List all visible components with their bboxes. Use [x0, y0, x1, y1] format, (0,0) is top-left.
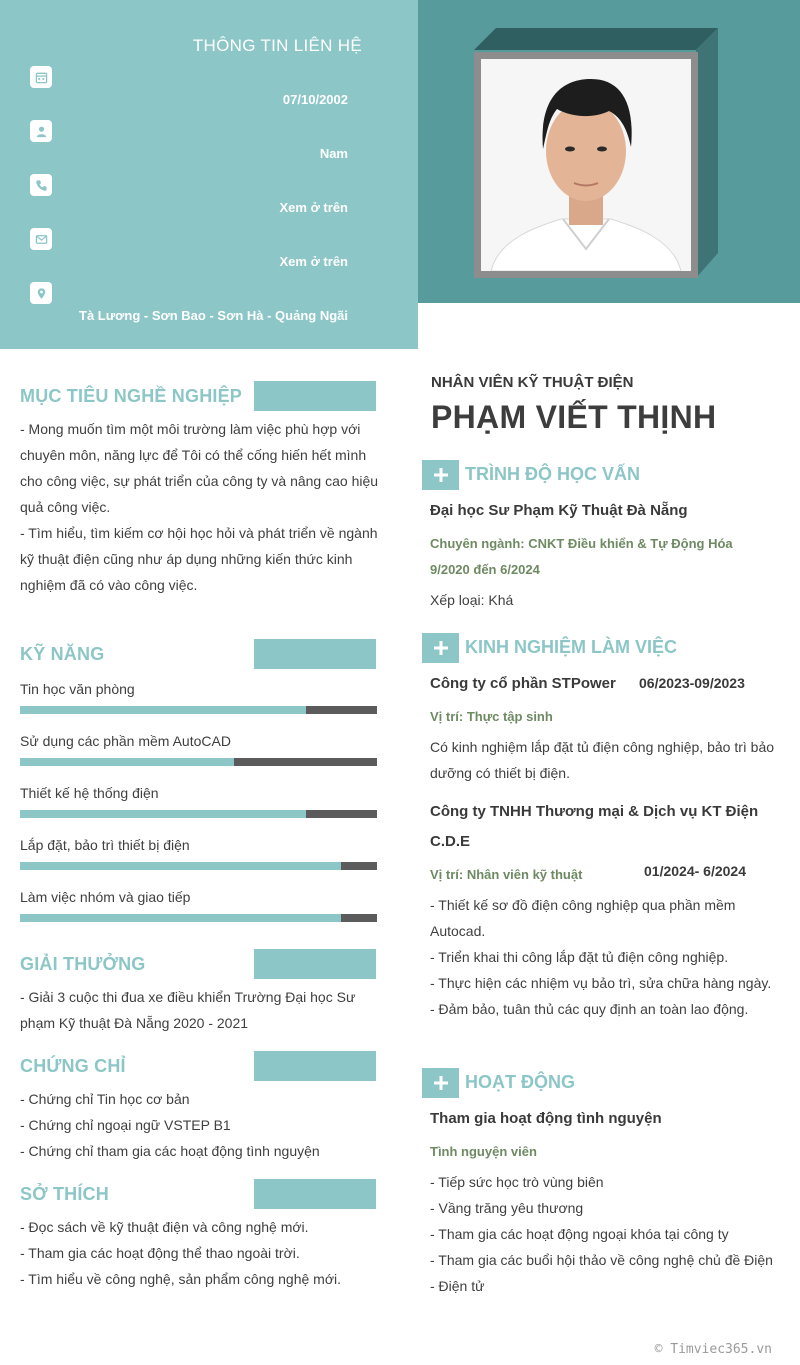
- experience-title: KINH NGHIỆM LÀM VIỆC: [465, 637, 678, 657]
- contact-row-gender: [30, 120, 348, 174]
- job-description: - Thiết kế sơ đồ điện công nghiệp qua phần mềm Autocad. - Triển khai thi công lắp đặt tủ điện công nghiệp. - Thực hiện các nhiệm vụ bảo trì, sửa chữa hàng ngày. - Đảm bảo, tuân thủ các quy định an toàn lao động.: [430, 897, 772, 1017]
- contact-row-email: [30, 228, 348, 282]
- skill-bar-track: [20, 706, 377, 714]
- contact-row-birthday: [30, 66, 348, 120]
- location-icon: [30, 282, 52, 304]
- plus-icon: [422, 633, 459, 663]
- skills-title-bar: [254, 639, 376, 669]
- skill-item: [20, 836, 377, 876]
- education-grade: Xếp loại: Khá: [430, 592, 514, 608]
- activity-description: - Tiếp sức học trò vùng biên - Vầng trăng yêu thương - Tham gia các hoạt động ngoại khóa tại công ty - Tham gia các buổi hội thảo về công nghệ chủ đề Điện - Điện tử: [430, 1174, 773, 1294]
- gender-value: Nam: [319, 146, 348, 161]
- skill-bar-track: [20, 758, 377, 766]
- profile-photo: [481, 59, 691, 271]
- awards-title-bar: [254, 949, 376, 979]
- skill-bar-fill: [20, 862, 341, 870]
- skill-bar-track: [20, 810, 377, 818]
- skill-bar-track: [20, 862, 377, 870]
- plus-icon: [422, 460, 459, 490]
- photo-frame-top: [474, 28, 718, 50]
- education-period: 9/2020 đến 6/2024: [430, 562, 540, 577]
- education-title: TRÌNH ĐỘ HỌC VẤN: [465, 464, 640, 484]
- person-name: PHẠM VIẾT THỊNH: [431, 399, 717, 435]
- education-school: Đại học Sư Phạm Kỹ Thuật Đà Nẵng: [430, 502, 688, 519]
- skill-item: [20, 784, 377, 824]
- skill-label: Sử dụng các phần mềm AutoCAD: [20, 733, 231, 749]
- skill-item: [20, 680, 377, 720]
- photo-frame-side: [696, 28, 718, 278]
- activities-title: HOẠT ĐỘNG: [465, 1072, 575, 1092]
- objective-text: - Mong muốn tìm một môi trường làm việc phù hợp với chuyên môn, năng lực để Tôi có thể cống hiến hết mình cho công việc, sự phát triển của công ty và nâng cao hiệu quả công việc. - Tìm hiểu, tìm kiếm cơ hội học hỏi và phát triển về ngành kỹ thuật điện cũng như áp dụng những kiến thức kinh nghiệm đã có vào công việc.: [20, 421, 379, 593]
- job-title: NHÂN VIÊN KỸ THUẬT ĐIỆN: [431, 374, 634, 391]
- certificates-title: CHỨNG CHỈ: [20, 1056, 126, 1076]
- job-company: Công ty TNHH Thương mại & Dịch vụ KT Điện C.D.E: [430, 803, 759, 850]
- skill-item: [20, 732, 377, 772]
- address-value: Tà Lương - Sơn Bao - Sơn Hà - Quảng Ngãi: [79, 308, 348, 323]
- skill-bar-fill: [20, 810, 306, 818]
- skill-bar-fill: [20, 706, 306, 714]
- objective-title: MỤC TIÊU NGHỀ NGHIỆP: [20, 386, 243, 406]
- birthday-value: 07/10/2002: [282, 92, 348, 107]
- plus-icon: [422, 1068, 459, 1098]
- calendar-icon: [30, 66, 52, 88]
- certificates-title-bar: [254, 1051, 376, 1081]
- skill-bar-fill: [20, 758, 234, 766]
- awards-text: - Giải 3 cuộc thi đua xe điều khiển Trường Đại học Sư phạm Kỹ thuật Đà Nẵng 2020 - 2021: [20, 989, 356, 1031]
- job-date: 06/2023-09/2023: [639, 675, 745, 691]
- watermark: © Timviec365.vn: [654, 1342, 772, 1357]
- skill-label: Tin học văn phòng: [20, 681, 135, 697]
- contact-row-address: [30, 282, 348, 336]
- person-icon: [30, 120, 52, 142]
- job-company: Công ty cổ phần STPower: [430, 675, 616, 692]
- contact-title: THÔNG TIN LIÊN HỆ: [192, 36, 362, 55]
- email-value: Xem ở trên: [279, 254, 348, 269]
- job-description: Có kinh nghiệm lắp đặt tủ điện công nghiệp, bảo trì bảo dưỡng có thiết bị điện.: [430, 739, 775, 781]
- phone-value: Xem ở trên: [279, 200, 348, 215]
- phone-icon: [30, 174, 52, 196]
- job-date: 01/2024- 6/2024: [644, 863, 746, 879]
- skills-title: KỸ NĂNG: [20, 644, 105, 664]
- profile-photo-frame: [474, 52, 698, 278]
- certificates-text: - Chứng chỉ Tin học cơ bản - Chứng chỉ ngoại ngữ VSTEP B1 - Chứng chỉ tham gia các hoạt động tình nguyện: [20, 1091, 320, 1159]
- objective-title-bar: [254, 381, 376, 411]
- contact-row-phone: [30, 174, 348, 228]
- education-major: Chuyên ngành: CNKT Điều khiển & Tự Động Hóa: [430, 536, 733, 551]
- awards-title: GIẢI THƯỞNG: [20, 954, 146, 974]
- hobbies-text: - Đọc sách về kỹ thuật điện và công nghệ mới. - Tham gia các hoạt động thể thao ngoài trời. - Tìm hiểu về công nghệ, sản phẩm công nghệ mới.: [20, 1219, 341, 1287]
- skill-item: [20, 888, 377, 928]
- skill-label: Thiết kế hệ thống điện: [20, 785, 159, 801]
- hobbies-title: SỞ THÍCH: [20, 1184, 109, 1204]
- job-position: Vị trí: Thực tập sinh: [430, 709, 553, 724]
- activity-role: Tình nguyện viên: [430, 1144, 537, 1159]
- skill-bar-fill: [20, 914, 341, 922]
- activity-name: Tham gia hoạt động tình nguyện: [430, 1110, 662, 1127]
- skill-label: Làm việc nhóm và giao tiếp: [20, 889, 191, 905]
- job-position: Vị trí: Nhân viên kỹ thuật: [430, 867, 583, 882]
- skill-bar-track: [20, 914, 377, 922]
- email-icon: [30, 228, 52, 250]
- hobbies-title-bar: [254, 1179, 376, 1209]
- skill-label: Lắp đặt, bảo trì thiết bị điện: [20, 837, 190, 853]
